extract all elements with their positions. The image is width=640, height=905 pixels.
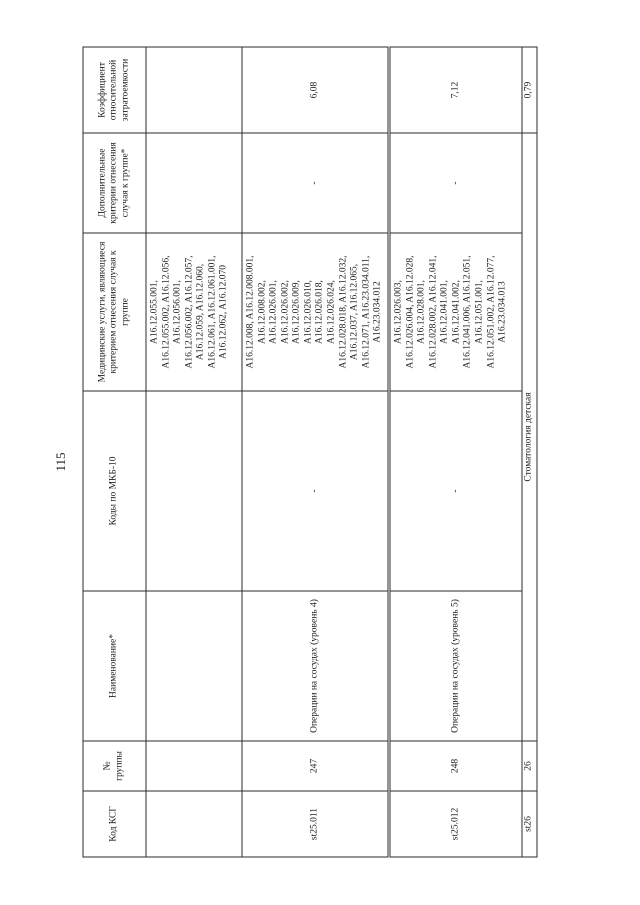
service-line: A16.12.062, A16.12.070 [218,265,229,359]
service-line: A16.12.028.018, A16.12.032, [338,255,349,369]
service-line: A16.12.071, A16.23.034.011, [361,255,372,369]
service-line: A16.12.051.001, [474,280,485,344]
cell-coefficient [146,47,242,133]
service-line: A16.12.055.002, A16.12.056, [161,255,172,369]
ksg-table [83,47,538,858]
header-services: Медицинские услуги, являющиеся критерием отнесения случая к группе [83,233,146,391]
cell-services [146,233,242,391]
cell-profile-no: 26 [522,741,537,791]
service-line: A16.12.056.001, [172,280,183,344]
cell-ksg-code: st25.011 [242,791,389,857]
page-number: 115 [53,452,68,472]
service-line: A16.12.026.003, [393,280,404,344]
cell-services [389,233,522,391]
header-ksg-code: Код КСГ [83,791,146,857]
table-row [389,47,522,857]
cell-extra-criteria [146,133,242,233]
header-mkb-codes: Коды по МКБ-10 [83,391,146,591]
service-line: A16.12.008, A16.12.008.001, [245,255,256,369]
service-line: A16.12.041.002, [451,280,462,344]
cell-ksg-code [146,791,242,857]
service-line: A16.12.026.009, [291,280,302,344]
header-name: Наименование* [83,591,146,741]
service-line: A16.12.055.001, [149,280,160,344]
service-line: A16.12.041.006, A16.12.051, [462,255,473,369]
header-group-no: № группы [83,741,146,791]
cell-ksg-code: st25.012 [389,791,522,857]
service-line: A16.12.061, A16.12.061.001, [207,255,218,369]
service-line: A16.12.026.001, [268,280,279,344]
service-line: A16.12.037, A16.12.065, [349,263,360,361]
header-extra-criteria: Дополнительные критерии отнесения случая к группе* [83,133,146,233]
header-coefficient: Коэффициент относительной затратоемкости [83,47,146,133]
cell-mkb-codes: - [389,391,522,591]
service-line: A16.12.056.002, A16.12.057, [184,255,195,369]
cell-group-no: 248 [389,741,522,791]
rotated-table-container [83,48,534,858]
cell-extra-criteria: - [389,133,522,233]
cell-name [146,591,242,741]
service-line: A16.12.026.004, A16.12.028, [405,255,416,369]
service-line: A16.12.026.010, [303,280,314,344]
cell-services [242,233,389,391]
service-line: A16.12.026.024, [326,280,337,344]
cell-profile-coefficient: 0,79 [522,47,537,133]
table-row [146,47,242,857]
cell-group-no: 247 [242,741,389,791]
cell-group-no [146,741,242,791]
cell-extra-criteria: - [242,133,389,233]
cell-name: Операции на сосудах (уровень 4) [242,591,389,741]
header-row [83,47,146,857]
cell-coefficient: 7,12 [389,47,522,133]
service-line: A16.12.051.002, A16.12.077, [486,255,497,369]
service-line: A16.12.059, A16.12.060, [195,263,206,361]
cell-profile-name: Стоматология детская [522,133,537,741]
cell-coefficient: 6,08 [242,47,389,133]
service-line: A16.12.028.002, A16.12.041, [428,255,439,369]
service-line: A16.12.008.002, [257,280,268,344]
cell-profile-code: st26 [522,791,537,857]
service-line: A16.12.026.018, [314,280,325,344]
table-row [242,47,389,857]
profile-row [522,47,537,857]
cell-mkb-codes [146,391,242,591]
service-line: A16.12.028.001, [416,280,427,344]
service-line: A16.23.034.012 [372,281,383,343]
service-line: A16.23.034.013 [497,281,508,343]
service-line: A16.12.026.002, [280,280,291,344]
cell-mkb-codes: - [242,391,389,591]
service-line: A16.12.041.001, [439,280,450,344]
cell-name: Операции на сосудах (уровень 5) [389,591,522,741]
